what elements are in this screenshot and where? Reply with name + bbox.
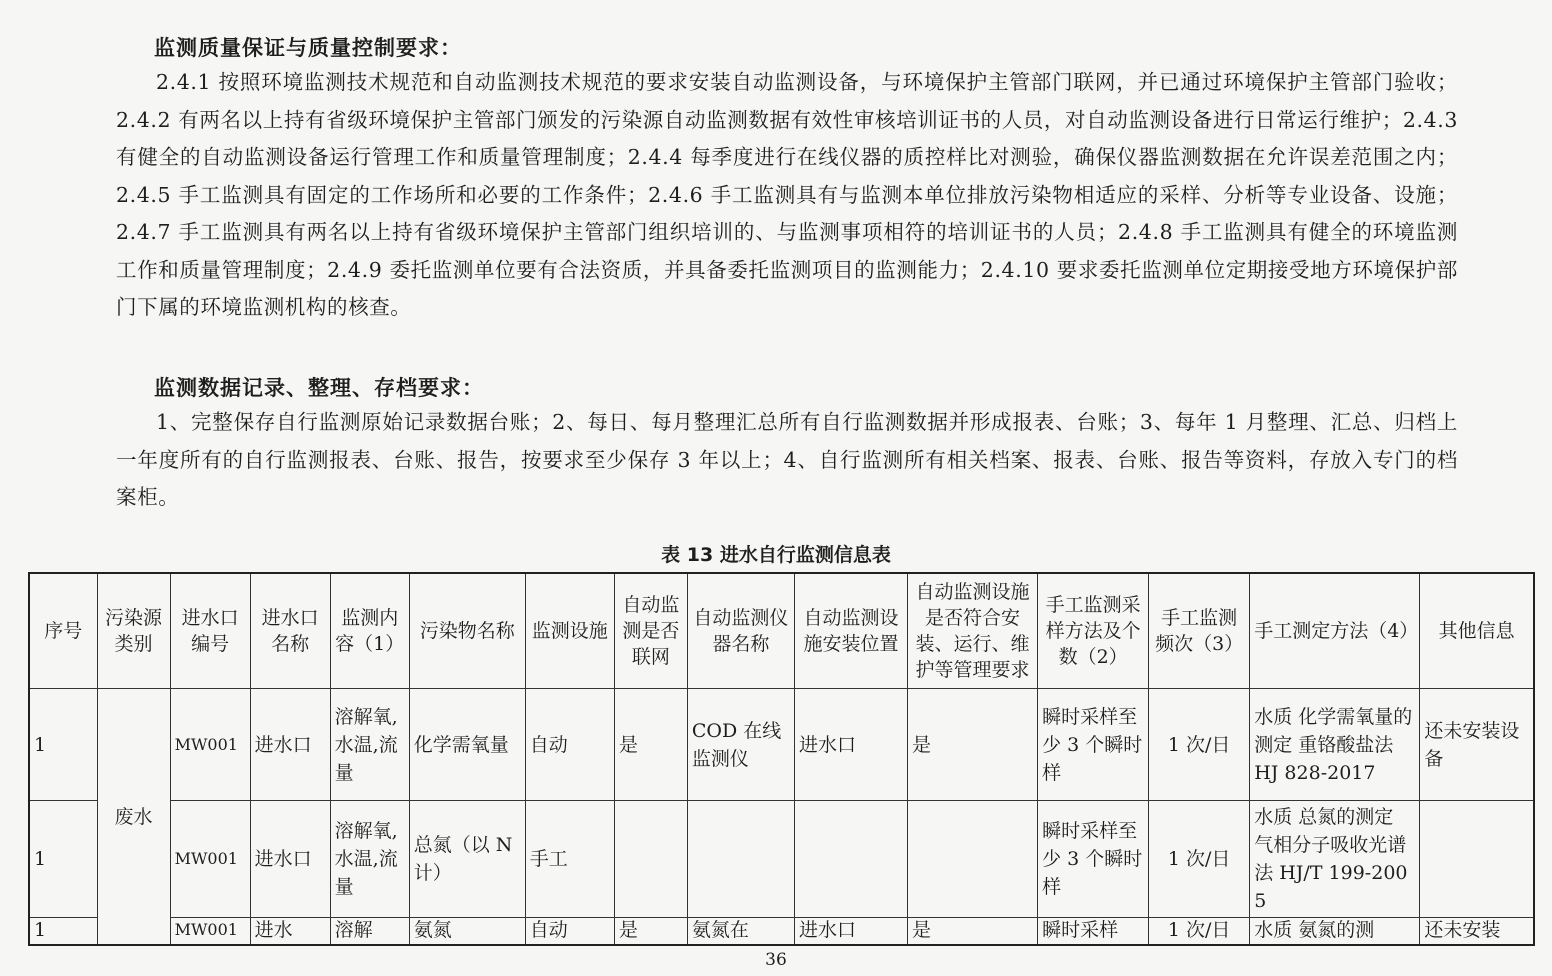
cell-name: 进水口 xyxy=(250,801,330,918)
cell-no: 1 xyxy=(29,918,97,946)
cell-other xyxy=(1420,801,1534,918)
page-number: 36 xyxy=(765,950,787,970)
header-no: 序号 xyxy=(29,573,97,689)
cell-instrument: COD 在线监测仪 xyxy=(687,689,794,801)
header-content: 监测内容（1） xyxy=(330,573,409,689)
cell-frequency: 1 次/日 xyxy=(1149,801,1250,918)
table-row xyxy=(29,918,1534,946)
cell-frequency: 1 次/日 xyxy=(1149,689,1250,801)
cell-facility: 手工 xyxy=(525,801,614,918)
cell-compliant: 是 xyxy=(908,918,1038,946)
header-pollutant: 污染物名称 xyxy=(409,573,525,689)
table-row xyxy=(29,801,1534,918)
header-instrument: 自动监测仪器名称 xyxy=(687,573,794,689)
cell-facility: 自动 xyxy=(525,918,614,946)
paragraph-data-records: 1、完整保存自行监测原始记录数据台账；2、每日、每月整理汇总所有自行监测数据并形成报表、台账；3、每年 1 月整理、汇总、归档上一年度所有的自行监测报表、台账、报告，按要求至少保存 3 年以上；4、自行监测所有相关档案、报表、台账、报告等资料，存放入专门的档案柜。 xyxy=(116,410,1458,509)
monitoring-info-table xyxy=(28,572,1535,946)
table-header-row xyxy=(29,573,1534,689)
cell-frequency: 1 次/日 xyxy=(1149,918,1250,946)
cell-no: 1 xyxy=(29,689,97,801)
cell-code: MW001 xyxy=(170,918,250,946)
section-title-data-records: 监测数据记录、整理、存档要求： xyxy=(154,376,484,400)
cell-pollutant: 氨氮 xyxy=(409,918,525,946)
cell-content: 溶解 xyxy=(330,918,409,946)
cell-name: 进水口 xyxy=(250,689,330,801)
cell-compliant xyxy=(908,801,1038,918)
cell-name: 进水 xyxy=(250,918,330,946)
cell-content: 溶解氧,水温,流量 xyxy=(330,689,409,801)
header-sampling: 手工监测采样方法及个数（2） xyxy=(1038,573,1149,689)
header-frequency: 手工监测频次（3） xyxy=(1149,573,1250,689)
cell-source-type: 废水 xyxy=(97,689,170,946)
cell-method: 水质 氨氮的测 xyxy=(1250,918,1420,946)
cell-no: 1 xyxy=(29,801,97,918)
cell-location: 进水口 xyxy=(794,918,907,946)
section-title-quality-control: 监测质量保证与质量控制要求： xyxy=(154,36,462,60)
header-method: 手工测定方法（4） xyxy=(1250,573,1420,689)
cell-compliant: 是 xyxy=(908,689,1038,801)
cell-method: 水质 总氮的测定 气相分子吸收光谱法 HJ/T 199-2005 xyxy=(1250,801,1420,918)
cell-other: 还未安装设备 xyxy=(1420,689,1534,801)
cell-sampling: 瞬时采样至少 3 个瞬时样 xyxy=(1038,689,1149,801)
table-caption: 表 13 进水自行监测信息表 xyxy=(661,544,891,566)
header-location: 自动监测设施安装位置 xyxy=(794,573,907,689)
table-row xyxy=(29,689,1534,801)
header-inlet-name: 进水口名称 xyxy=(250,573,330,689)
cell-location: 进水口 xyxy=(794,689,907,801)
cell-facility: 自动 xyxy=(525,689,614,801)
header-compliant: 自动监测设施是否符合安装、运行、维护等管理要求 xyxy=(908,573,1038,689)
cell-pollutant: 化学需氧量 xyxy=(409,689,525,801)
paragraph-quality-control: 2.4.1 按照环境监测技术规范和自动监测技术规范的要求安装自动监测设备，与环境保护主管部门联网，并已通过环境保护主管部门验收；2.4.2 有两名以上持有省级环境保护主管部门颁发的污染源自动监测数据有效性审核培训证书的人员，对自动监测设备进行日常运行维护；2.4.3 有健全的自动监测设备运行管理工作和质量管理制度；2.4.4 每季度进行在线仪器的质控样比对测验，确保仪器监测数据在允许误差范围之内；2.4.5 手工监测具有固定的工作场所和必要的工作条件；2.4.6 手工监测具有与监测本单位排放污染物相适应的采样、分析等专业设备、设施；2.4.7 手工监测具有两名以上持有省级环境保护主管部门组织培训的、与监测事项相符的培训证书的人员；2.4.8 手工监测具有健全的环境监测工作和质量管理制度；2.4.9 委托监测单位要有合法资质，并具备委托监测项目的监测能力；2.4.10 要求委托监测单位定期接受地方环境保护部门下属的环境监测机构的核查。 xyxy=(116,70,1458,319)
cell-other: 还未安装 xyxy=(1420,918,1534,946)
cell-instrument: 氨氮在 xyxy=(687,918,794,946)
cell-networked: 是 xyxy=(614,689,687,801)
cell-pollutant: 总氮（以 N 计） xyxy=(409,801,525,918)
cell-content: 溶解氧,水温,流量 xyxy=(330,801,409,918)
header-facility: 监测设施 xyxy=(525,573,614,689)
header-networked: 自动监测是否联网 xyxy=(614,573,687,689)
header-inlet-code: 进水口编号 xyxy=(170,573,250,689)
cell-location xyxy=(794,801,907,918)
cell-instrument xyxy=(687,801,794,918)
cell-networked xyxy=(614,801,687,918)
cell-sampling: 瞬时采样至少 3 个瞬时样 xyxy=(1038,801,1149,918)
cell-sampling: 瞬时采样 xyxy=(1038,918,1149,946)
header-source-type: 污染源类别 xyxy=(97,573,170,689)
header-other: 其他信息 xyxy=(1420,573,1534,689)
cell-code: MW001 xyxy=(170,801,250,918)
cell-code: MW001 xyxy=(170,689,250,801)
cell-method: 水质 化学需氧量的测定 重铬酸盐法 HJ 828-2017 xyxy=(1250,689,1420,801)
cell-networked: 是 xyxy=(614,918,687,946)
